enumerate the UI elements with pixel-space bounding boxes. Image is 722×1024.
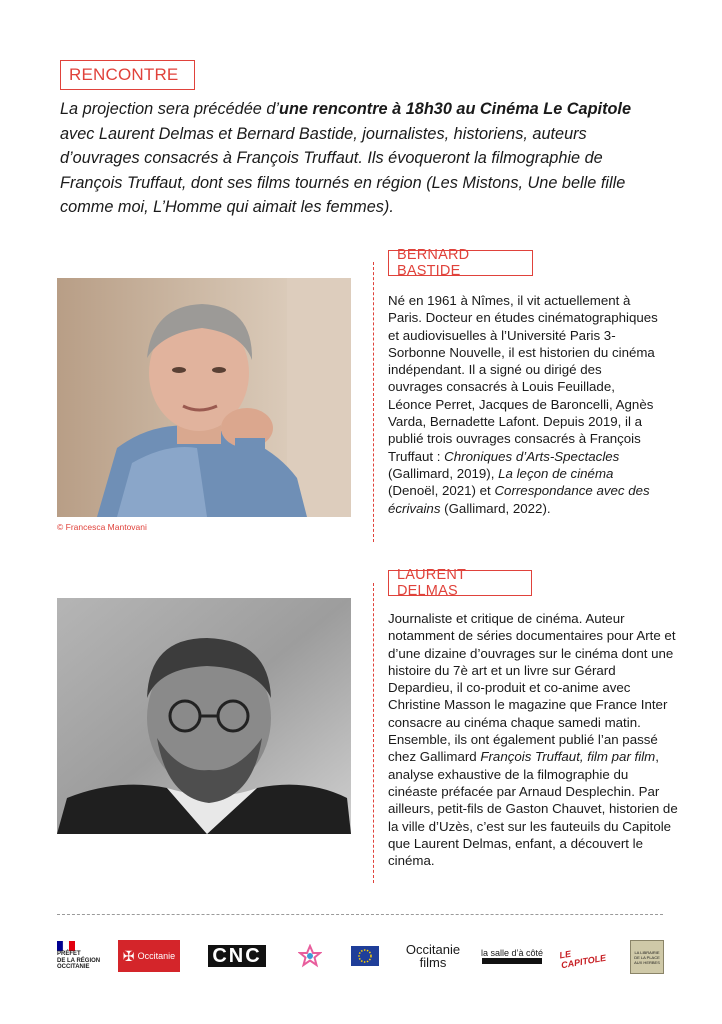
footer-divider	[57, 914, 663, 915]
bio-text: Journaliste et critique de cinéma. Auteur notamment de séries documentaires pour Arte et d’une dizaine d’ouvrages sur le cinéma dont une histoire du 7è art et un livre sur Gérard Depardieu, il co-produit et co-anime avec Christine Masson le magazine que France Inter consacre au cinéma chaque samedi matin. Ensemble, ils ont également publié l’an passé chez Gallimard	[388, 611, 676, 765]
logo-text: AUX HERBES	[634, 959, 660, 965]
logo-festival-star	[296, 940, 324, 972]
logo-text: LA LIBRAIRIE	[634, 949, 660, 955]
logo-text: LE CAPITOLE	[558, 948, 607, 971]
book-title: François Truffaut, film par film	[480, 749, 656, 765]
film-strip-icon	[482, 958, 542, 964]
logo-region-occitanie	[118, 940, 180, 972]
intro-text: La projection sera précédée d’	[60, 100, 280, 118]
bio-text: Né en 1961 à Nîmes, il vit actuellement à Paris. Docteur en études cinématographiques et audiovisuelles à l’Université Paris 3-Sorbonne Nouvelle, il est historien du cinéma indépendant. Il a signé ou dirigé des ouvrages consacrés à Louis Feuillade, Léonce Perret, Jacques de Baroncelli, Agnès Varda, Bernadette Lafont. Depuis 2019, il a publié trois ouvrages consacrés à François Truffaut :	[388, 293, 658, 464]
portrait-laurent-delmas	[57, 598, 351, 834]
eu-flag-icon	[351, 946, 379, 966]
logo-text: la salle d’à côté	[480, 947, 544, 958]
bio-text: (Gallimard, 2022).	[440, 500, 551, 516]
logo-text: OCCITANIE	[57, 964, 90, 971]
logo-cnc	[206, 940, 268, 972]
logo-le-capitole	[560, 940, 612, 972]
logo-text: Occitanie	[405, 942, 461, 957]
name-tag-delmas: LAURENT DELMAS	[388, 570, 532, 596]
bio-laurent-delmas	[388, 610, 678, 869]
book-title: La leçon de cinéma	[498, 465, 614, 481]
logo-librairie-place-aux-herbes	[630, 940, 664, 974]
logo-salle-a-cote	[478, 940, 546, 972]
book-title: Correspondance avec des écrivains	[388, 483, 650, 516]
logo-prefet-occitanie	[57, 940, 105, 972]
occitan-cross-icon: ✠	[122, 947, 135, 964]
divider-line	[373, 583, 374, 883]
intro-highlight: une rencontre à 18h30 au Cinéma Le Capitole	[279, 100, 632, 118]
marianne-flag-icon	[57, 941, 75, 951]
photo-credit: © Francesca Mantovani	[57, 522, 147, 532]
logo-text: DE LA PLACE	[634, 954, 660, 960]
divider-line	[373, 262, 374, 542]
logo-text: Occitanie	[137, 950, 176, 961]
bio-bernard-bastide	[388, 292, 660, 517]
intro-paragraph	[60, 97, 650, 220]
logo-text: films	[419, 955, 447, 970]
logo-text: DE LA RÉGION	[57, 957, 101, 964]
intro-text-cont: avec Laurent Delmas et Bernard Bastide, journalistes, historiens, auteurs d’ouvrages consacrés à François Truffaut. Ils évoqueront la filmographie de François Truffaut, dont ses films tournés en région (Les Mistons, Une belle fille comme moi, L’Homme qui aimait les femmes).	[60, 124, 626, 216]
section-tag-rencontre: RENCONTRE	[60, 60, 195, 90]
bio-text: , analyse exhaustive de la filmographie du cinéaste préfacée par Arnaud Desplechin. Par ailleurs, petit-fils de Gaston Chauvet, historien de la ville d’Uzès, c’est sur les fauteuils du Capitole que Laurent Delmas, enfant, a découvert le cinéma.	[388, 749, 678, 869]
name-tag-bastide: BERNARD BASTIDE	[388, 250, 533, 276]
book-title: Chroniques d’Arts-Spectacles	[444, 448, 620, 464]
logo-european-union	[350, 940, 380, 972]
star-icon	[298, 944, 322, 968]
portrait-bernard-bastide	[57, 278, 351, 517]
bio-text: (Denoël, 2021) et	[388, 483, 495, 499]
logo-text: CNC	[208, 945, 265, 967]
bio-text: (Gallimard, 2019),	[388, 465, 499, 481]
logo-text: PRÉFET	[57, 951, 81, 958]
logo-occitanie-films	[400, 940, 466, 972]
